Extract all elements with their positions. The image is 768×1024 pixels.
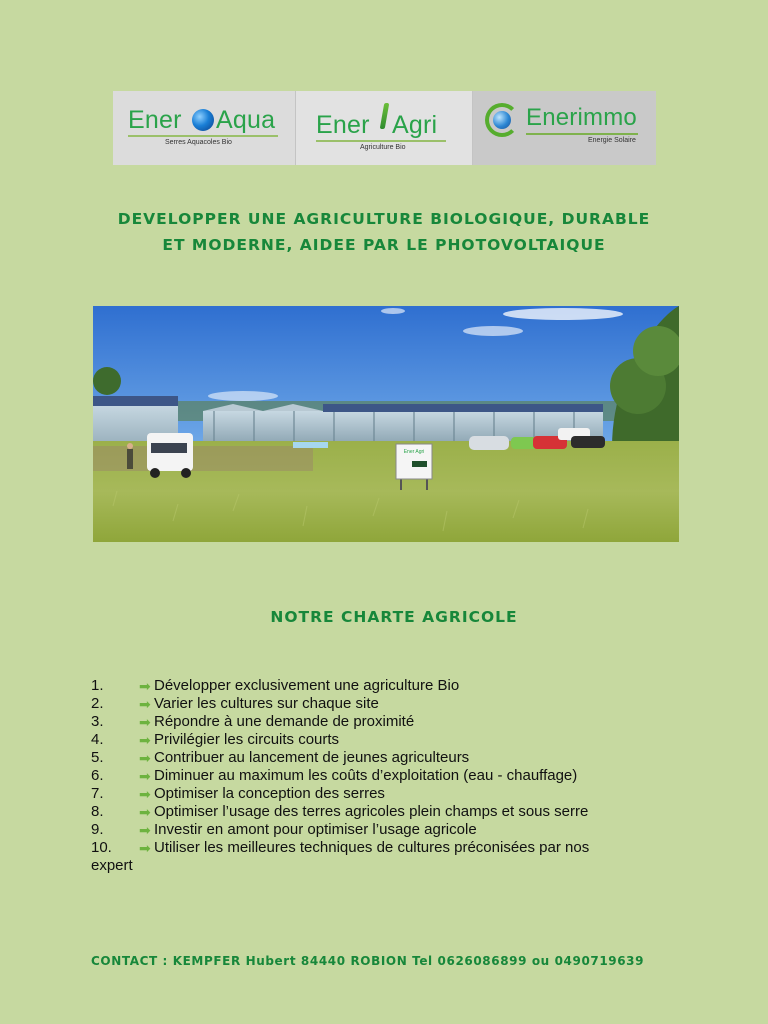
charter-item-number: 7.: [91, 785, 104, 802]
logo-underline: [316, 140, 446, 142]
charter-item-text: Diminuer au maximum les coûts d’exploitation (eau - chauffage): [154, 767, 578, 784]
charter-item: [91, 677, 691, 695]
leaf-icon: [380, 103, 390, 129]
charter-item-text: Optimiser la conception des serres: [154, 785, 385, 802]
arrow-right-icon: ➡: [139, 678, 151, 694]
charter-item-text: Privilégier les circuits courts: [154, 731, 340, 748]
logo-underline: [526, 133, 638, 135]
arrow-right-icon: ➡: [139, 768, 151, 784]
charter-item-text: Optimiser l’usage des terres agricoles plein champs et sous serre: [154, 803, 589, 820]
page-headline: [60, 206, 708, 258]
charter-item: [91, 785, 691, 803]
enerimmo-logo: [473, 91, 656, 165]
charter-item-number: 8.: [91, 803, 104, 820]
charter-item-text: Investir en amont pour optimiser l’usage agricole: [154, 821, 477, 838]
eneraqua-name-part2: Aqua: [216, 106, 276, 134]
arrow-right-icon: ➡: [139, 750, 151, 766]
eneraqua-logo: [113, 91, 296, 165]
charter-item: [91, 695, 691, 713]
charter-item-text: Contribuer au lancement de jeunes agriculteurs: [154, 749, 470, 766]
charter-title: NOTRE CHARTE AGRICOLE: [270, 608, 518, 626]
arrow-right-icon: ➡: [139, 840, 151, 856]
globe-icon: [493, 111, 511, 129]
charter-item: [91, 731, 691, 749]
eneraqua-tagline: Serres Aquacoles Bio: [165, 139, 232, 146]
charter-item-number: 1.: [91, 677, 104, 694]
headline-line-2: ET MODERNE, AIDEE PAR LE PHOTOVOLTAIQUE: [162, 236, 606, 254]
charter-item-number: 4.: [91, 731, 104, 748]
charter-item-text: Développer exclusivement une agriculture Bio: [154, 677, 460, 694]
logo-strip: [113, 91, 656, 165]
arrow-right-icon: ➡: [139, 714, 151, 730]
charter-item-text: Utiliser les meilleures techniques de cultures préconisées par nos: [154, 839, 590, 856]
charter-item: [91, 749, 691, 767]
arrow-right-icon: ➡: [139, 822, 151, 838]
charter-item: [91, 803, 691, 821]
sign-text: Ener Agri: [403, 449, 425, 455]
charter-list: [91, 677, 691, 875]
eneragri-name-part1: Ener: [316, 111, 370, 139]
eneragri-logo: [296, 91, 473, 165]
enerimmo-tagline: Energie Solaire: [588, 137, 636, 144]
charter-item-number: 3.: [91, 713, 104, 730]
arrow-right-icon: ➡: [139, 732, 151, 748]
arrow-right-icon: ➡: [139, 696, 151, 712]
arrow-right-icon: ➡: [139, 786, 151, 802]
contact-line: CONTACT : KEMPFER Hubert 84440 ROBION Tel 0626086899 ou 0490719639: [91, 954, 645, 968]
charter-item-number: 6.: [91, 767, 104, 784]
charter-item-text: Varier les cultures sur chaque site: [154, 695, 379, 712]
eneraqua-name-part1: Ener: [128, 106, 182, 134]
charter-item: [91, 767, 691, 785]
enerimmo-name: Enerimmo: [526, 104, 637, 131]
headline-line-1: DEVELOPPER UNE AGRICULTURE BIOLOGIQUE, DURABLE: [117, 210, 651, 228]
arrow-right-icon: ➡: [139, 804, 151, 820]
eneragri-tagline: Agriculture Bio: [360, 144, 406, 151]
charter-item-number: 10.: [91, 839, 112, 856]
logo-underline: [128, 135, 278, 137]
charter-item-text-continuation: expert: [91, 857, 133, 874]
globe-icon: [192, 109, 214, 131]
charter-item: [91, 839, 691, 875]
charter-item-number: 9.: [91, 821, 104, 838]
charter-item-text: Répondre à une demande de proximité: [154, 713, 415, 730]
eneragri-name-part2: Agri: [392, 111, 438, 139]
charter-item-number: 5.: [91, 749, 104, 766]
charter-item-number: 2.: [91, 695, 104, 712]
charter-item: [91, 713, 691, 731]
greenhouse-photo: [93, 306, 679, 542]
charter-item: [91, 821, 691, 839]
